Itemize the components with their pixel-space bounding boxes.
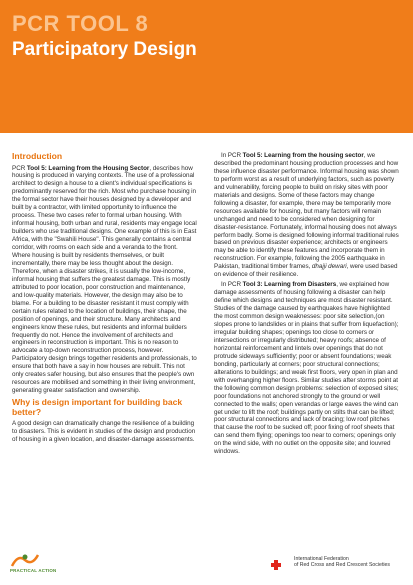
- ifrc-name: [294, 556, 409, 568]
- p1-lead: In PCR: [221, 152, 243, 159]
- practical-action-logo: [10, 552, 57, 580]
- practical-action-mark-icon: [10, 552, 40, 568]
- p1-end: , were used based on evidence of their resilience.: [214, 263, 398, 279]
- p2-tool-ref: Tool 3: Learning from Disasters: [242, 281, 337, 289]
- right-column: [214, 152, 399, 458]
- practical-action-text: PRACTICAL ACTION: [10, 568, 57, 573]
- p1-tool-ref: Tool 5: Learning from the housing sector: [242, 152, 364, 159]
- disasters-paragraph: [214, 281, 399, 456]
- tool-number: PCR TOOL 8: [12, 11, 149, 36]
- why-heading: Why is design important for building back better?: [12, 397, 183, 417]
- intro-lead: PCR: [12, 164, 27, 172]
- intro-paragraph: [12, 165, 197, 396]
- ifrc-logo: [268, 555, 408, 581]
- p1-body: , we described the predominant housing production processes and how these influence disaster performance. Informal housing was shown to perform worst as a result of underlying factors, such as poverty and vulnerability, forcing people to build on risky sites with poor materials and designs. Some of these factors may change following a disaster, for example, there may be temporarily more resources available for housing, but many factors will remain unchanged and need to be considered when designing for disaster-resistance. Fortunately, informal housing does not always perform badly. Some is designed following informal traditional rules based on previous disaster experience; architects or engineers may be able to identify these features and incorporate them in reconstruction. For example, following the 2005 earthquake in Pakistan, traditional timber frames,: [214, 152, 399, 271]
- red-cross-crescent-icon: [268, 555, 290, 577]
- p2-body: , we explained how damage assessments of housing following a disaster can help define which designs and techniques are most disaster resistant. Studies of the damage caused by earthquakes have highlighted the most common design weaknesses: poor site selection,(on slopes prone to landslides or in plains that suffer from liquefaction); irregular building shapes; openings too close to corners or intersections or irregularly distributed; heavy roofs; absence of horizontal reinforcement and lintels over openings that do not protrude sideways sufficiently; poor or absent foundations; weak bonding, particularly at corners; poor structural connections; alterations to buildings; and weak first floors, very open in plan and with overhanging higher floors. Similar studies after storms point at the following common design problems: selection of exposed sites; poor foundations not anchored strongly to the ground or well connected to the walls; open verandas or large eaves the wind can get under to lift the roof; buildings partly on stilts that can be lifted; poor structural connections and lack of bracing; low roof pitches that cause the roof to be sucked off; poor fixing of roof sheets that can send them flying; openings too near to corners; openings only on the wind side, with no outlet on the opposite site; and louvred windows.: [214, 281, 399, 456]
- header-banner: [0, 0, 413, 133]
- page-title: Participatory Design: [12, 39, 197, 60]
- intro-tool-ref: Tool 5: Learning from the Housing Sector: [26, 164, 150, 172]
- intro-body: , describes how housing is produced in varying contexts. The use of a professional architect to design a house to a client's individual specifications is predominantly reserved for the rich. Most who purchase housing in the formal sector have their houses designed by a developer and built by a contractor, with limited opportunity to influence the process. These two cases refer to formal urban housing. With informal housing, both urban and rural, residents may engage local builders who use traditional designs. One example of this is in East Africa, with the "Swahili House". This generally contains a central corridor, with rooms on each side and a veranda to the front. Where housing is built by residents themselves, or built incrementally, there may be less thought about the design. Therefore, when a disaster strikes, it is usually the low-income, informal housing that suffers the greatest damage. This is mostly attributed to poor location, poor construction and maintenance, and low-quality materials. However, the design may also be to blame. For a building to be disaster resistant it must comply with certain rules related to the location of buildings, their shape, the position of openings, and their structure. Many architects and engineers know these rules, but residents and informal builders frequently do not. Hence the involvement of architects and engineers in reconstruction is important. This is no reason to advocate a top-down reconstruction process, however. Participatory design brings together residents and professionals, to ensure that both have a say in how houses are rebuilt. This not only creates safer housing, but also ensures that the people's own resources are mobilised and something in their living environment, generating greater satisfaction and ownership.: [12, 164, 197, 395]
- housing-sector-paragraph: [214, 152, 399, 279]
- left-column: [12, 152, 197, 446]
- intro-heading: Introduction: [12, 151, 63, 161]
- ifrc-line2: of Red Cross and Red Crescent Societies: [294, 562, 391, 569]
- ifrc-line1: International Federation: [294, 556, 349, 562]
- why-paragraph: A good design can dramatically change the resilience of a building to disasters. This is evident in studies of the design and production of housing in a given location, and disaster-damage assessments.: [12, 420, 196, 444]
- p2-lead: In PCR: [221, 281, 243, 289]
- p1-italic-term: dhajji dewari: [311, 263, 347, 271]
